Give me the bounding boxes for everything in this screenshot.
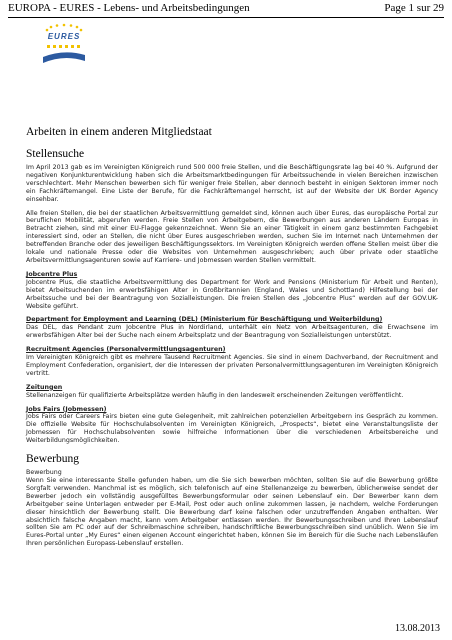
- eures-logo: [41, 23, 87, 71]
- item-heading-jobcentre-plus[interactable]: Jobcentre Plus: [26, 270, 78, 278]
- item-jobcentre-plus: [26, 271, 438, 311]
- item-job-fairs: [26, 406, 438, 446]
- page-number: Page 1 sur 29: [384, 2, 444, 14]
- item-heading-job-fairs[interactable]: Jobs Fairs (Jobmessen): [26, 405, 107, 413]
- item-heading-recruitment-agencies[interactable]: Recruitment Agencies (Personalvermittlungsagenturen): [26, 346, 226, 354]
- item-heading-zeitungen[interactable]: Zeitungen: [26, 383, 63, 391]
- item-text: Das DEL, das Pendant zum Jobcentre Plus in Nordirland, unterhält ein Netz von Arbeitsagenturen, die Erwachsene im erwerbsfähigen Alter bei der Suche nach einem Arbeitsplatz und der Beantragung von Sozialleistungen unterstützt.: [26, 324, 438, 340]
- logo-swoosh-icon: [43, 52, 85, 63]
- item-zeitungen: [26, 384, 438, 400]
- item-text: Jobcentre Plus, die staatliche Arbeitsvermittlung des Department for Work and Pensions (Ministerium für Arbeit und Renten), bietet Arbeitsuchenden im erwerbsfähigen Alter in Großbritannien (England, Wales und Schottland) Hilfestellung bei der Arbeitssuche und bei der Beantragung von Sozialleistungen. Die freien Stellen des „Jobcentre Plus“ werden auf der GOV.UK-Website geführt.: [26, 278, 438, 310]
- article-body: [26, 126, 438, 554]
- eures-logo-graphic: [41, 23, 87, 71]
- item-text: Jobs Fairs oder Careers Fairs bieten eine gute Gelegenheit, mit zahlreichen potenziellen Arbeitgebern ins Gespräch zu kommen. Die offizielle Website für Hochschulabsolventen im Vereinigten Königreich, „Prospects“, bietet eine Veranstaltungsliste der Jobmessen für Hochschulabsolventen sowie hilfreiche Informationen über die verschiedenen Arbeitsbereiche und Weiterbildungsmöglichkeiten.: [26, 413, 438, 445]
- item-text: Stellenanzeigen für qualifizierte Arbeitsplätze werden häufig in den landesweit erscheinenden Zeitungen veröffentlicht.: [26, 391, 404, 399]
- paragraph-bewerbung: Wenn Sie eine interessante Stelle gefunden haben, um die Sie sich bewerben möchten, sollten Sie auf die Bewerbung größte Sorgfalt verwenden. Manchmal ist es möglich, sich telefonisch auf eine Stellenanzeige zu bewerben, üblicherweise sendet der Bewerber jedoch ein vollständig ausgefülltes Bewerbungsformular oder seinen Lebenslauf ein. Der Bewerber kann dem Arbeitgeber seine Unterlagen entweder per E-Mail, Post oder auch online zukommen lassen, je nachdem, welche Forderungen dieser hinsichtlich der Bewerbung stellt. Die Bewerbung darf keine falschen oder unzutreffenden Angaben enthalten. Wer absichtlich falsche Angaben macht, kann vom Arbeitgeber entlassen werden. Ihr Bewerbungsschreiben und Ihren Lebenslauf sollten Sie am PC oder auf der Schreibmaschine schreiben, handschriftliche Bewerbungsschreiben sind unüblich. Wenn Sie im Eures-Portal unter „My Eures“ einen eigenen Account eingerichtet haben, können Sie im Bereich für die Suche nach Lebensläufen Ihren persönlichen Europass-Lebenslauf erstellen.: [26, 477, 438, 548]
- item-del: [26, 316, 438, 340]
- paragraph-eures: Alle freien Stellen, die bei der staatlichen Arbeitsvermittlung gemeldet sind, können auch über Eures, das europäische Portal zur beruflichen Mobilität, abgerufen werden. Freie Stellen von Arbeitgebern, die Bewerbungen aus anderen Ländern Europas in Betracht ziehen, sind mit einer EU-Flagge gekennzeichnet. Wenn Sie an einer Tätigkeit in einem ganz bestimmten Fachgebiet interessiert sind, oder an Stellen, die nicht über Eures ausgeschrieben werden, suchen Sie im Internet nach Unternehmen der betreffenden Branche oder des jeweiligen Beschäftigungssektors. Im Vereinigten Königreich werden offene Stellen meist über die lokale und nationale Presse oder die Websites von Unternehmen ausgeschrieben; auch über private oder staatliche Arbeitsvermittlungsagenturen sowie auf Karriere- und Jobmessen werden Stellen vermittelt.: [26, 209, 438, 264]
- item-recruitment-agencies: [26, 346, 438, 378]
- header-divider: [8, 17, 444, 18]
- logo-wordmark: EURES: [47, 32, 81, 41]
- article-title: Arbeiten in einem anderen Mitgliedstaat: [26, 126, 212, 138]
- document-title: EUROPA - EURES - Lebens- und Arbeitsbedingungen: [8, 2, 250, 14]
- logo-stars-icon: [46, 24, 83, 32]
- page-header: [8, 2, 444, 16]
- item-text: Im Vereinigten Königreich gibt es mehrere Tausend Recruitment Agencies. Sie sind in einem Dachverband, der Recruitment and Employment Confederation, organisiert, der die Interessen der privaten Personalvermittlungsagenturen im Vereinigten Königreich vertritt.: [26, 354, 438, 377]
- section-title-bewerbung: Bewerbung: [26, 453, 80, 466]
- subheading-bewerbung: Bewerbung: [26, 469, 62, 477]
- item-heading-del[interactable]: Department for Employment and Learning (DEL) (Ministerium für Beschäftigung und Weiterbildung): [26, 316, 383, 324]
- section-title-stellensuche: Stellensuche: [26, 148, 85, 160]
- paragraph-intro: Im April 2013 gab es im Vereinigten Königreich rund 500 000 freie Stellen, und die Beschäftigungsrate lag bei 40 %. Aufgrund der negativen Konjunkturentwicklung haben sich die Arbeitsmarktbedingungen für Arbeitssuchende in vielen Bereichen inzwischen verschlechtert. Mehr Menschen bewerben sich für weniger freie Stellen, aber dennoch besteht in einigen Sektoren immer noch ein Fachkräftemangel. Eine Liste der Berufe, für die Fachkräftemangel herrscht, ist auf der Website der UK Border Agency einsehbar.: [26, 164, 438, 203]
- footer-date: 13.08.2013: [395, 623, 440, 634]
